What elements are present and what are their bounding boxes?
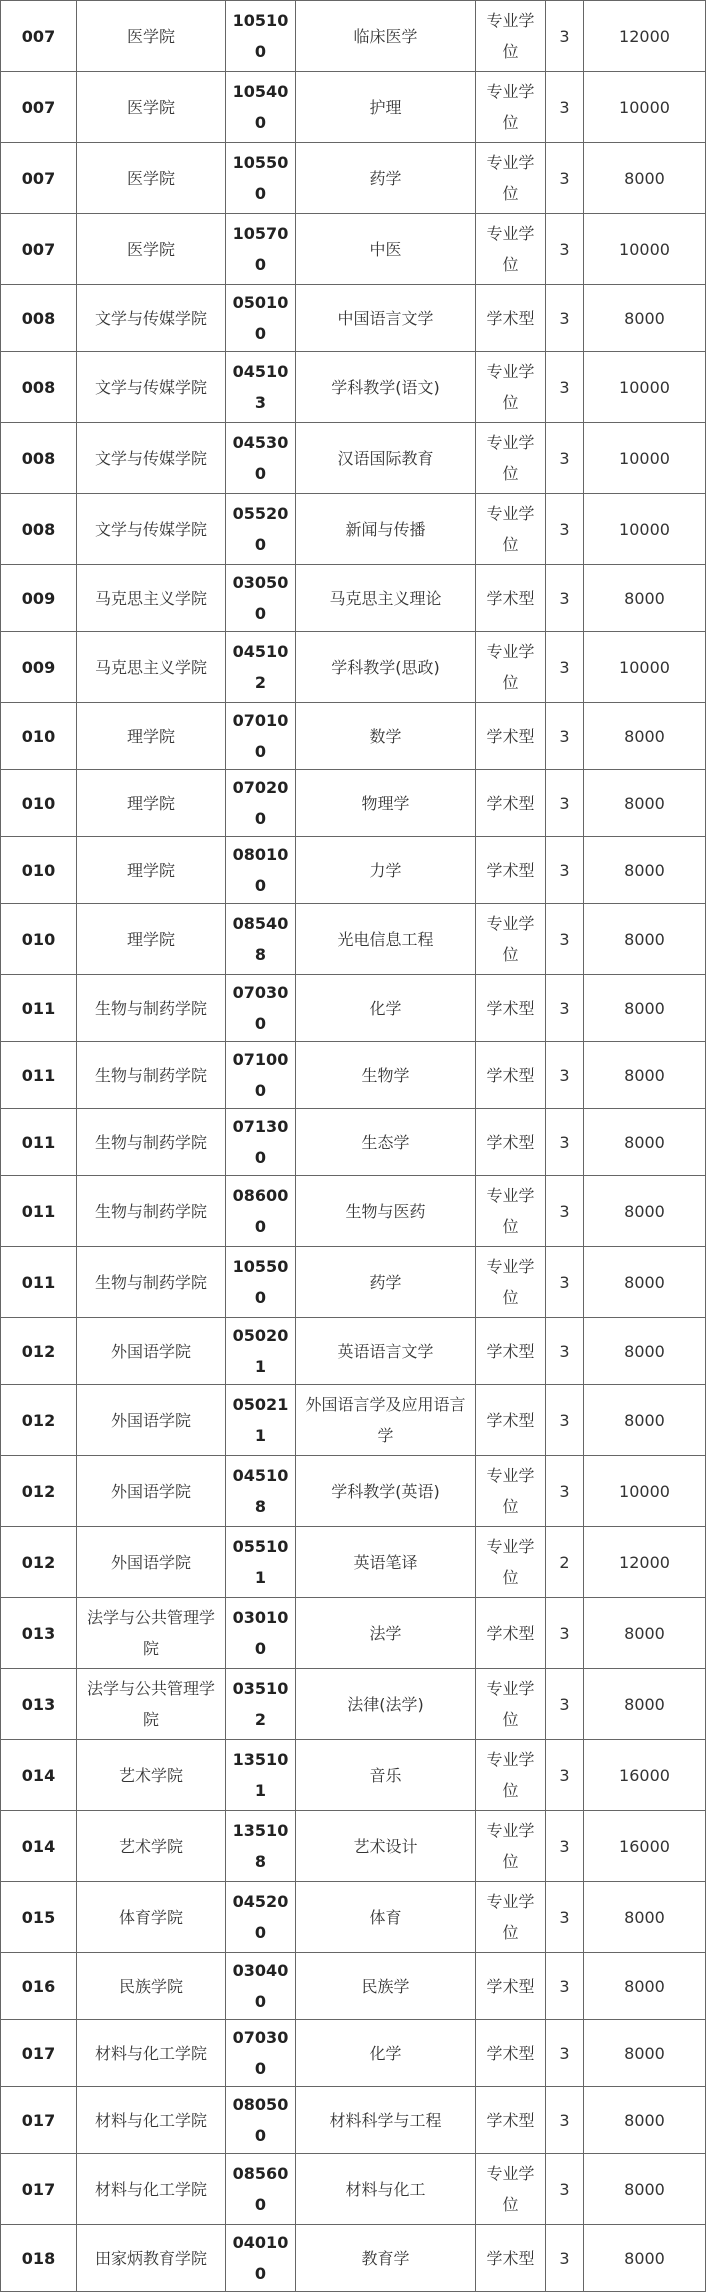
degree-type-cell: 专业学位 <box>476 632 546 703</box>
tuition-fee-cell: 8000 <box>584 1109 706 1176</box>
major-code-cell: 105400 <box>226 72 296 143</box>
college-code-cell: 011 <box>1 1247 77 1318</box>
degree-type-cell: 专业学位 <box>476 1247 546 1318</box>
table-row <box>1 1669 706 1740</box>
study-years-cell: 3 <box>546 1042 584 1109</box>
major-code-cell: 030500 <box>226 565 296 632</box>
major-name-cell: 力学 <box>296 837 476 904</box>
college-name-cell: 生物与制药学院 <box>77 975 226 1042</box>
college-name-cell: 理学院 <box>77 770 226 837</box>
college-name-cell: 法学与公共管理学院 <box>77 1669 226 1740</box>
major-code-cell: 070300 <box>226 975 296 1042</box>
table-row <box>1 72 706 143</box>
major-name-cell: 光电信息工程 <box>296 904 476 975</box>
tuition-fee-cell: 8000 <box>584 837 706 904</box>
college-code-cell: 012 <box>1 1318 77 1385</box>
major-code-cell: 030100 <box>226 1598 296 1669</box>
college-name-cell: 马克思主义学院 <box>77 632 226 703</box>
college-code-cell: 009 <box>1 565 77 632</box>
major-code-cell: 086000 <box>226 1176 296 1247</box>
college-code-cell: 011 <box>1 1042 77 1109</box>
major-code-cell: 105500 <box>226 143 296 214</box>
table-row <box>1 1527 706 1598</box>
major-name-cell: 学科教学(语文) <box>296 352 476 423</box>
college-name-cell: 医学院 <box>77 143 226 214</box>
major-name-cell: 英语笔译 <box>296 1527 476 1598</box>
degree-type-cell: 专业学位 <box>476 143 546 214</box>
tuition-fee-cell: 16000 <box>584 1740 706 1811</box>
tuition-fee-cell: 8000 <box>584 2225 706 2292</box>
major-code-cell: 045103 <box>226 352 296 423</box>
major-code-cell: 080100 <box>226 837 296 904</box>
table-row <box>1 904 706 975</box>
tuition-fee-cell: 8000 <box>584 975 706 1042</box>
major-code-cell: 050201 <box>226 1318 296 1385</box>
college-name-cell: 医学院 <box>77 214 226 285</box>
degree-type-cell: 专业学位 <box>476 72 546 143</box>
tuition-fee-cell: 10000 <box>584 1456 706 1527</box>
study-years-cell: 3 <box>546 1 584 72</box>
degree-type-cell: 学术型 <box>476 1109 546 1176</box>
table-row <box>1 1598 706 1669</box>
college-code-cell: 017 <box>1 2087 77 2154</box>
degree-type-cell: 学术型 <box>476 565 546 632</box>
degree-type-cell: 学术型 <box>476 703 546 770</box>
study-years-cell: 3 <box>546 2087 584 2154</box>
tuition-fee-cell: 8000 <box>584 1669 706 1740</box>
college-code-cell: 008 <box>1 352 77 423</box>
table-row <box>1 1456 706 1527</box>
table-row <box>1 1 706 72</box>
tuition-fee-cell: 10000 <box>584 494 706 565</box>
tuition-fee-cell: 10000 <box>584 423 706 494</box>
study-years-cell: 3 <box>546 2020 584 2087</box>
table-row <box>1 143 706 214</box>
degree-type-cell: 学术型 <box>476 285 546 352</box>
tuition-fee-cell: 16000 <box>584 1811 706 1882</box>
college-code-cell: 011 <box>1 1109 77 1176</box>
college-name-cell: 文学与传媒学院 <box>77 494 226 565</box>
study-years-cell: 3 <box>546 352 584 423</box>
major-name-cell: 汉语国际教育 <box>296 423 476 494</box>
degree-type-cell: 学术型 <box>476 1318 546 1385</box>
study-years-cell: 3 <box>546 143 584 214</box>
degree-type-cell: 专业学位 <box>476 214 546 285</box>
college-name-cell: 文学与传媒学院 <box>77 352 226 423</box>
college-code-cell: 011 <box>1 975 77 1042</box>
table-row <box>1 285 706 352</box>
college-code-cell: 010 <box>1 770 77 837</box>
table-row <box>1 1385 706 1456</box>
table-row <box>1 1740 706 1811</box>
study-years-cell: 3 <box>546 1669 584 1740</box>
major-code-cell: 085600 <box>226 2154 296 2225</box>
degree-type-cell: 专业学位 <box>476 494 546 565</box>
college-code-cell: 015 <box>1 1882 77 1953</box>
major-name-cell: 学科教学(思政) <box>296 632 476 703</box>
major-code-cell: 055101 <box>226 1527 296 1598</box>
degree-type-cell: 学术型 <box>476 1953 546 2020</box>
tuition-fee-cell: 8000 <box>584 1385 706 1456</box>
study-years-cell: 3 <box>546 1811 584 1882</box>
college-code-cell: 017 <box>1 2020 77 2087</box>
college-code-cell: 007 <box>1 1 77 72</box>
degree-type-cell: 专业学位 <box>476 2154 546 2225</box>
degree-type-cell: 学术型 <box>476 2087 546 2154</box>
tuition-fee-cell: 10000 <box>584 352 706 423</box>
table-row <box>1 2154 706 2225</box>
college-code-cell: 014 <box>1 1740 77 1811</box>
college-code-cell: 013 <box>1 1669 77 1740</box>
major-name-cell: 护理 <box>296 72 476 143</box>
tuition-fee-cell: 10000 <box>584 632 706 703</box>
college-code-cell: 010 <box>1 837 77 904</box>
college-name-cell: 外国语学院 <box>77 1456 226 1527</box>
major-code-cell: 070300 <box>226 2020 296 2087</box>
major-code-cell: 080500 <box>226 2087 296 2154</box>
tuition-fee-cell: 12000 <box>584 1527 706 1598</box>
college-name-cell: 理学院 <box>77 904 226 975</box>
major-name-cell: 音乐 <box>296 1740 476 1811</box>
college-code-cell: 014 <box>1 1811 77 1882</box>
table-row <box>1 423 706 494</box>
college-code-cell: 007 <box>1 143 77 214</box>
study-years-cell: 3 <box>546 1740 584 1811</box>
college-code-cell: 018 <box>1 2225 77 2292</box>
major-name-cell: 法律(法学) <box>296 1669 476 1740</box>
college-code-cell: 010 <box>1 703 77 770</box>
study-years-cell: 3 <box>546 1176 584 1247</box>
major-code-cell: 085408 <box>226 904 296 975</box>
table-row <box>1 1042 706 1109</box>
major-name-cell: 材料科学与工程 <box>296 2087 476 2154</box>
college-name-cell: 材料与化工学院 <box>77 2087 226 2154</box>
major-name-cell: 药学 <box>296 1247 476 1318</box>
college-code-cell: 007 <box>1 214 77 285</box>
college-name-cell: 材料与化工学院 <box>77 2154 226 2225</box>
major-code-cell: 050211 <box>226 1385 296 1456</box>
degree-type-cell: 学术型 <box>476 2225 546 2292</box>
major-name-cell: 民族学 <box>296 1953 476 2020</box>
college-code-cell: 008 <box>1 285 77 352</box>
degree-type-cell: 学术型 <box>476 1042 546 1109</box>
degree-type-cell: 学术型 <box>476 1385 546 1456</box>
tuition-fee-cell: 8000 <box>584 2020 706 2087</box>
tuition-fee-cell: 8000 <box>584 703 706 770</box>
tuition-fee-cell: 8000 <box>584 1176 706 1247</box>
major-name-cell: 体育 <box>296 1882 476 1953</box>
major-code-cell: 045200 <box>226 1882 296 1953</box>
tuition-fee-cell: 8000 <box>584 2154 706 2225</box>
study-years-cell: 3 <box>546 1247 584 1318</box>
tuition-fee-cell: 8000 <box>584 1953 706 2020</box>
college-name-cell: 马克思主义学院 <box>77 565 226 632</box>
table-row <box>1 2020 706 2087</box>
degree-type-cell: 专业学位 <box>476 1527 546 1598</box>
college-name-cell: 文学与传媒学院 <box>77 423 226 494</box>
degree-type-cell: 学术型 <box>476 837 546 904</box>
table-row <box>1 214 706 285</box>
major-code-cell: 135101 <box>226 1740 296 1811</box>
major-code-cell: 070200 <box>226 770 296 837</box>
study-years-cell: 3 <box>546 703 584 770</box>
major-code-cell: 071300 <box>226 1109 296 1176</box>
tuition-fee-cell: 8000 <box>584 770 706 837</box>
college-name-cell: 生物与制药学院 <box>77 1247 226 1318</box>
degree-type-cell: 专业学位 <box>476 352 546 423</box>
study-years-cell: 3 <box>546 72 584 143</box>
study-years-cell: 3 <box>546 214 584 285</box>
college-name-cell: 医学院 <box>77 72 226 143</box>
degree-type-cell: 学术型 <box>476 1598 546 1669</box>
study-years-cell: 3 <box>546 1953 584 2020</box>
study-years-cell: 3 <box>546 423 584 494</box>
table-row <box>1 703 706 770</box>
degree-type-cell: 专业学位 <box>476 1811 546 1882</box>
degree-type-cell: 专业学位 <box>476 1 546 72</box>
tuition-fee-cell: 8000 <box>584 2087 706 2154</box>
study-years-cell: 3 <box>546 1385 584 1456</box>
major-name-cell: 法学 <box>296 1598 476 1669</box>
major-code-cell: 045108 <box>226 1456 296 1527</box>
table-row <box>1 2087 706 2154</box>
tuition-fee-cell: 8000 <box>584 565 706 632</box>
major-code-cell: 055200 <box>226 494 296 565</box>
study-years-cell: 3 <box>546 1598 584 1669</box>
college-code-cell: 008 <box>1 423 77 494</box>
table-row <box>1 1318 706 1385</box>
study-years-cell: 3 <box>546 565 584 632</box>
college-code-cell: 008 <box>1 494 77 565</box>
major-name-cell: 马克思主义理论 <box>296 565 476 632</box>
degree-type-cell: 学术型 <box>476 770 546 837</box>
college-code-cell: 012 <box>1 1456 77 1527</box>
tuition-fee-cell: 10000 <box>584 72 706 143</box>
tuition-fee-cell: 8000 <box>584 1598 706 1669</box>
tuition-fee-cell: 8000 <box>584 285 706 352</box>
study-years-cell: 3 <box>546 1318 584 1385</box>
college-name-cell: 民族学院 <box>77 1953 226 2020</box>
degree-type-cell: 专业学位 <box>476 1176 546 1247</box>
college-code-cell: 010 <box>1 904 77 975</box>
tuition-fee-cell: 8000 <box>584 1247 706 1318</box>
college-code-cell: 012 <box>1 1527 77 1598</box>
college-code-cell: 016 <box>1 1953 77 2020</box>
study-years-cell: 3 <box>546 494 584 565</box>
major-code-cell: 071000 <box>226 1042 296 1109</box>
college-name-cell: 生物与制药学院 <box>77 1176 226 1247</box>
degree-type-cell: 学术型 <box>476 2020 546 2087</box>
major-name-cell: 生态学 <box>296 1109 476 1176</box>
study-years-cell: 3 <box>546 975 584 1042</box>
college-code-cell: 007 <box>1 72 77 143</box>
college-code-cell: 011 <box>1 1176 77 1247</box>
college-code-cell: 017 <box>1 2154 77 2225</box>
table-row <box>1 632 706 703</box>
major-code-cell: 050100 <box>226 285 296 352</box>
degree-type-cell: 专业学位 <box>476 423 546 494</box>
major-name-cell: 新闻与传播 <box>296 494 476 565</box>
major-code-cell: 045102 <box>226 632 296 703</box>
college-name-cell: 生物与制药学院 <box>77 1042 226 1109</box>
study-years-cell: 3 <box>546 1882 584 1953</box>
college-name-cell: 外国语学院 <box>77 1527 226 1598</box>
table-row <box>1 770 706 837</box>
major-code-cell: 070100 <box>226 703 296 770</box>
table-row <box>1 1176 706 1247</box>
major-name-cell: 物理学 <box>296 770 476 837</box>
major-code-cell: 105500 <box>226 1247 296 1318</box>
tuition-fee-cell: 8000 <box>584 904 706 975</box>
tuition-fee-cell: 8000 <box>584 1042 706 1109</box>
major-code-cell: 105100 <box>226 1 296 72</box>
major-name-cell: 学科教学(英语) <box>296 1456 476 1527</box>
major-name-cell: 教育学 <box>296 2225 476 2292</box>
college-code-cell: 009 <box>1 632 77 703</box>
degree-type-cell: 学术型 <box>476 975 546 1042</box>
study-years-cell: 3 <box>546 1109 584 1176</box>
degree-type-cell: 专业学位 <box>476 904 546 975</box>
major-code-cell: 045300 <box>226 423 296 494</box>
college-name-cell: 法学与公共管理学院 <box>77 1598 226 1669</box>
study-years-cell: 3 <box>546 1456 584 1527</box>
college-name-cell: 理学院 <box>77 703 226 770</box>
major-code-cell: 105700 <box>226 214 296 285</box>
major-name-cell: 临床医学 <box>296 1 476 72</box>
major-name-cell: 生物与医药 <box>296 1176 476 1247</box>
study-years-cell: 2 <box>546 1527 584 1598</box>
major-name-cell: 外国语言学及应用语言学 <box>296 1385 476 1456</box>
college-code-cell: 012 <box>1 1385 77 1456</box>
major-code-cell: 135108 <box>226 1811 296 1882</box>
degree-type-cell: 专业学位 <box>476 1740 546 1811</box>
study-years-cell: 3 <box>546 2154 584 2225</box>
college-name-cell: 医学院 <box>77 1 226 72</box>
study-years-cell: 3 <box>546 770 584 837</box>
college-name-cell: 田家炳教育学院 <box>77 2225 226 2292</box>
major-name-cell: 中医 <box>296 214 476 285</box>
degree-type-cell: 专业学位 <box>476 1456 546 1527</box>
major-name-cell: 药学 <box>296 143 476 214</box>
college-name-cell: 文学与传媒学院 <box>77 285 226 352</box>
table-row <box>1 1247 706 1318</box>
major-name-cell: 化学 <box>296 975 476 1042</box>
table-row <box>1 2225 706 2292</box>
major-code-cell: 030400 <box>226 1953 296 2020</box>
major-name-cell: 生物学 <box>296 1042 476 1109</box>
table-row <box>1 565 706 632</box>
table-row <box>1 494 706 565</box>
major-name-cell: 化学 <box>296 2020 476 2087</box>
study-years-cell: 3 <box>546 632 584 703</box>
table-row <box>1 837 706 904</box>
study-years-cell: 3 <box>546 285 584 352</box>
major-name-cell: 中国语言文学 <box>296 285 476 352</box>
major-name-cell: 材料与化工 <box>296 2154 476 2225</box>
table-row <box>1 352 706 423</box>
college-name-cell: 材料与化工学院 <box>77 2020 226 2087</box>
college-name-cell: 艺术学院 <box>77 1811 226 1882</box>
major-name-cell: 英语语言文学 <box>296 1318 476 1385</box>
study-years-cell: 3 <box>546 904 584 975</box>
college-name-cell: 生物与制药学院 <box>77 1109 226 1176</box>
table-row <box>1 975 706 1042</box>
major-code-cell: 040100 <box>226 2225 296 2292</box>
study-years-cell: 3 <box>546 2225 584 2292</box>
study-years-cell: 3 <box>546 837 584 904</box>
degree-type-cell: 专业学位 <box>476 1882 546 1953</box>
college-code-cell: 013 <box>1 1598 77 1669</box>
college-name-cell: 外国语学院 <box>77 1318 226 1385</box>
table-row <box>1 1953 706 2020</box>
college-name-cell: 外国语学院 <box>77 1385 226 1456</box>
tuition-fee-cell: 8000 <box>584 1882 706 1953</box>
tuition-fee-cell: 10000 <box>584 214 706 285</box>
major-name-cell: 数学 <box>296 703 476 770</box>
table-row <box>1 1109 706 1176</box>
college-name-cell: 体育学院 <box>77 1882 226 1953</box>
college-name-cell: 理学院 <box>77 837 226 904</box>
tuition-fee-cell: 8000 <box>584 143 706 214</box>
tuition-fee-cell: 12000 <box>584 1 706 72</box>
major-code-cell: 035102 <box>226 1669 296 1740</box>
table-row <box>1 1811 706 1882</box>
tuition-fee-cell: 8000 <box>584 1318 706 1385</box>
college-name-cell: 艺术学院 <box>77 1740 226 1811</box>
degree-type-cell: 专业学位 <box>476 1669 546 1740</box>
major-name-cell: 艺术设计 <box>296 1811 476 1882</box>
